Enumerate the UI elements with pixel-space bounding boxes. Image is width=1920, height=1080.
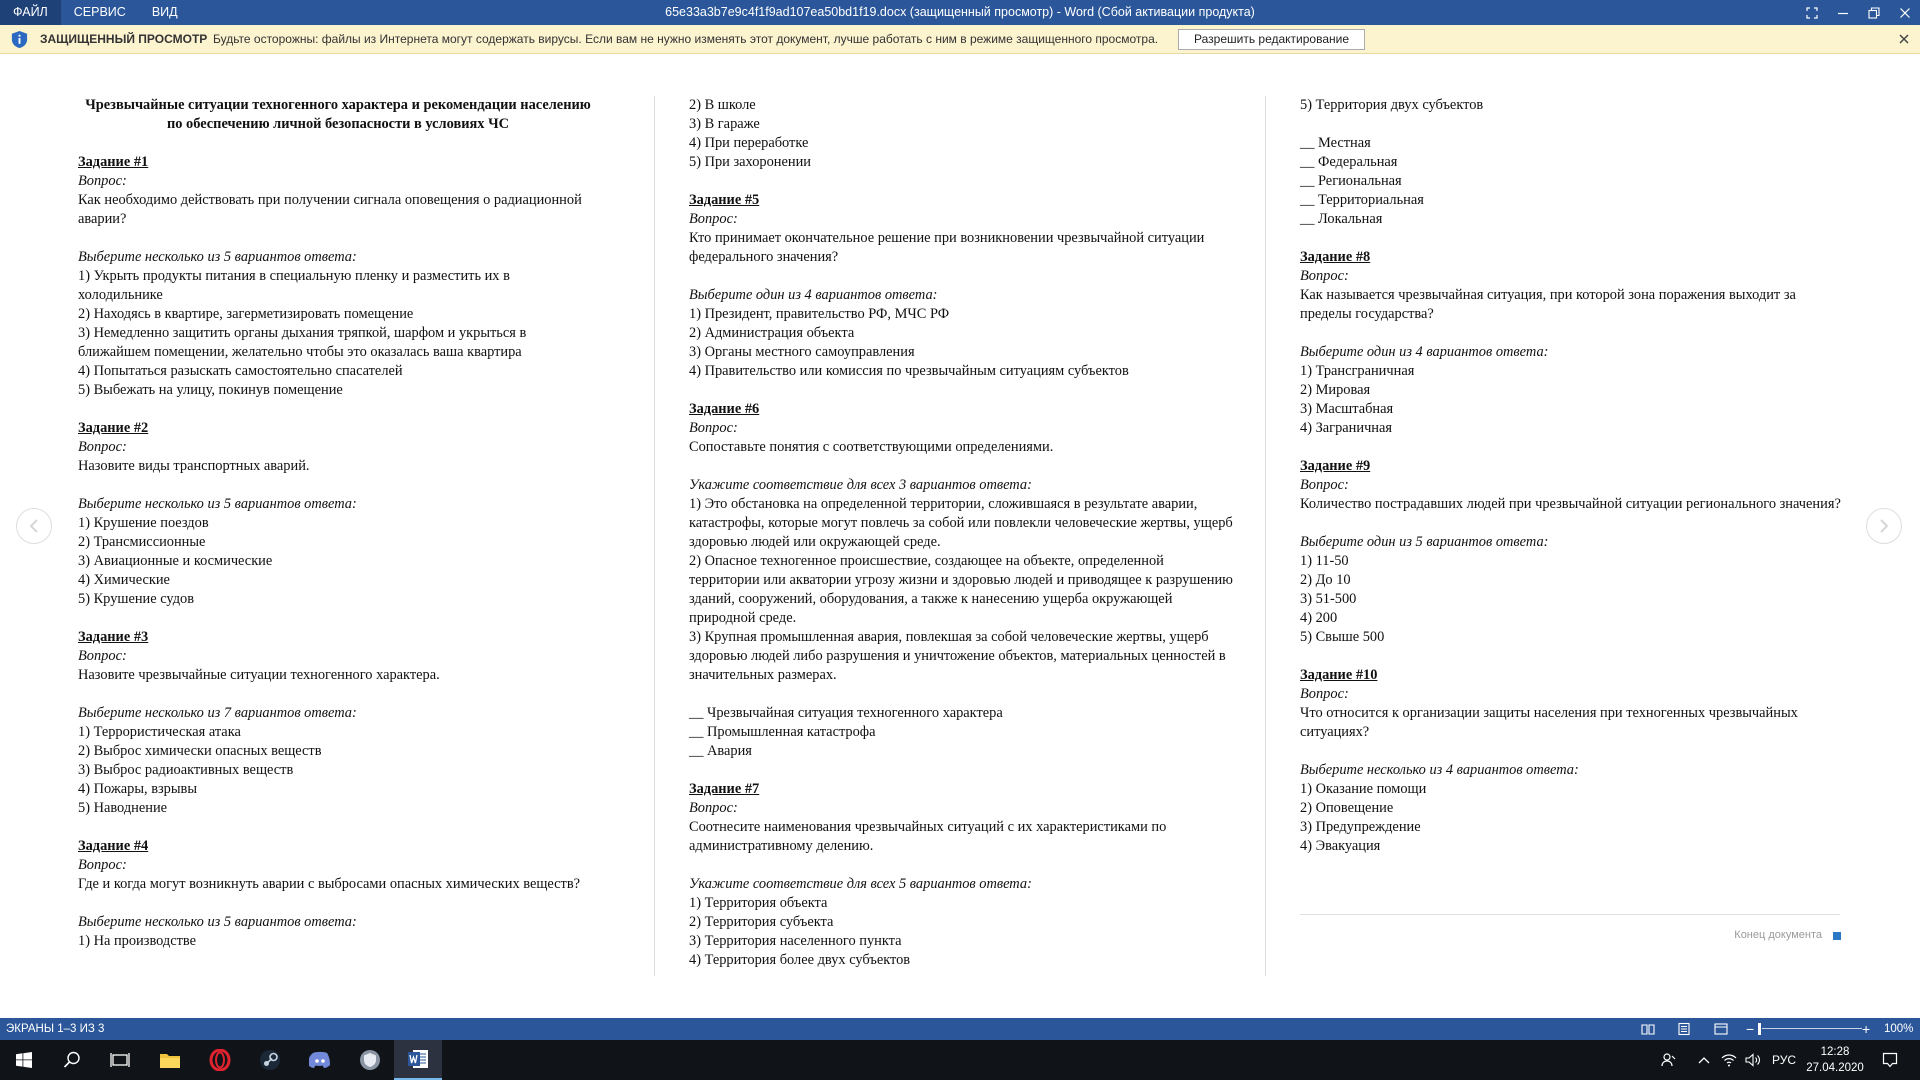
italic-label: Выберите несколько из 4 вариантов ответа: xyxy=(1300,762,1579,778)
paragraph: Назовите чрезвычайные ситуации техногенного характера. xyxy=(78,667,440,683)
protected-view-title: ЗАЩИЩЕННЫЙ ПРОСМОТР xyxy=(40,32,208,46)
search-button[interactable] xyxy=(48,1040,96,1080)
italic-label: Выберите несколько из 5 вариантов ответа: xyxy=(78,914,357,930)
document-title: Чрезвычайные ситуации техногенного характера и рекомендации населению по обеспечению личной безопасности в условиях ЧС xyxy=(85,97,591,132)
close-icon xyxy=(1899,7,1911,19)
italic-label: Выберите один из 4 вариантов ответа: xyxy=(689,287,938,303)
italic-label: Вопрос: xyxy=(78,648,127,664)
empty-paragraph xyxy=(78,476,598,495)
empty-paragraph xyxy=(689,267,1237,286)
web-layout-icon[interactable] xyxy=(1714,1022,1728,1036)
pinned-app-button[interactable] xyxy=(346,1040,394,1080)
paragraph: Назовите виды транспортных аварий. xyxy=(78,458,310,474)
close-window-button[interactable] xyxy=(1889,0,1920,25)
word-taskbar-button[interactable] xyxy=(394,1040,442,1080)
end-of-document-label: Конец документа xyxy=(1734,929,1822,941)
steam-button[interactable] xyxy=(246,1040,294,1080)
paragraph: Кто принимает окончательное решение при возникновении чрезвычайной ситуации федерального значения? xyxy=(689,230,1205,265)
empty-paragraph xyxy=(78,229,598,248)
restore-icon xyxy=(1868,7,1880,19)
paragraph: 4) Заграничная xyxy=(1300,420,1393,436)
paragraph: __ Авария xyxy=(689,743,752,759)
italic-label: Выберите несколько из 7 вариантов ответа: xyxy=(78,705,357,721)
empty-paragraph xyxy=(78,818,598,837)
paragraph: 1) Это обстановка на определенной территории, сложившаяся в результате аварии, катастрофы, которые могут повлечь за собой или повлекли человеческие жертвы, ущерб здоровью людей или окружающей среде. xyxy=(689,496,1233,550)
task-view-button[interactable] xyxy=(96,1040,144,1080)
print-layout-icon[interactable] xyxy=(1677,1022,1691,1036)
wifi-icon xyxy=(1721,1053,1737,1067)
paragraph: 3) Выброс радиоактивных веществ xyxy=(78,762,294,778)
protected-view-message: Будьте осторожны: файлы из Интернета могут содержать вирусы. Если вам не нужно изменять этот документ, лучше работать с ним в режиме защищенного просмотра. xyxy=(213,32,1159,46)
chevron-up-icon xyxy=(1698,1056,1710,1064)
restore-button[interactable] xyxy=(1858,0,1889,25)
people-button[interactable] xyxy=(1657,1040,1681,1080)
task-view-icon xyxy=(110,1052,130,1068)
italic-label: Вопрос: xyxy=(78,439,127,455)
clock[interactable] xyxy=(1800,1044,1870,1076)
empty-paragraph xyxy=(1300,742,1845,761)
paragraph: 1) Террористическая атака xyxy=(78,724,241,740)
paragraph: 1) Трансграничная xyxy=(1300,363,1415,379)
empty-paragraph xyxy=(689,172,1237,191)
opera-button[interactable] xyxy=(196,1040,244,1080)
document-column-2 xyxy=(689,96,1237,970)
empty-paragraph xyxy=(78,894,598,913)
paragraph: Соотнесите наименования чрезвычайных ситуаций с их характеристиками по административному делению. xyxy=(689,819,1167,854)
empty-paragraph xyxy=(78,134,598,153)
paragraph: __ Промышленная катастрофа xyxy=(689,724,876,740)
paragraph: 4) При переработке xyxy=(689,135,809,151)
paragraph: 5) Территория двух субъектов xyxy=(1300,97,1484,113)
paragraph: __ Локальная xyxy=(1300,211,1383,227)
italic-label: Вопрос: xyxy=(689,211,738,227)
paragraph: __ Местная xyxy=(1300,135,1371,151)
paragraph: 3) В гараже xyxy=(689,116,760,132)
paragraph: 1) Территория объекта xyxy=(689,895,828,911)
paragraph: 5) Выбежать на улицу, покинув помещение xyxy=(78,382,343,398)
empty-paragraph xyxy=(78,400,598,419)
empty-paragraph xyxy=(689,761,1237,780)
empty-paragraph xyxy=(78,609,598,628)
paragraph: 2) Оповещение xyxy=(1300,800,1394,816)
shield-info-icon xyxy=(10,30,29,49)
document-column-3 xyxy=(1300,96,1845,856)
steam-icon xyxy=(259,1049,281,1071)
paragraph: __ Территориальная xyxy=(1300,192,1424,208)
paragraph: 4) 200 xyxy=(1300,610,1338,626)
menu-tabs xyxy=(0,0,191,25)
paragraph: 4) Попытаться разыскать самостоятельно спасателей xyxy=(78,363,403,379)
next-screen-button[interactable] xyxy=(1866,508,1902,544)
empty-paragraph xyxy=(689,381,1237,400)
task-heading: Задание #7 xyxy=(689,781,760,797)
paragraph: __ Чрезвычайная ситуация техногенного характера xyxy=(689,705,1003,721)
task-heading: Задание #10 xyxy=(1300,667,1378,683)
zoom-in-button[interactable]: + xyxy=(1862,1021,1871,1037)
previous-screen-button[interactable] xyxy=(16,508,52,544)
file-explorer-button[interactable] xyxy=(146,1040,194,1080)
paragraph: Где и когда могут возникнуть аварии с выбросами опасных химических веществ? xyxy=(78,876,581,892)
chevron-right-icon xyxy=(1879,519,1889,533)
paragraph: __ Региональная xyxy=(1300,173,1402,189)
window-title: 65e33a3b7e9c4f1f9ad107ea50bd1f19.docx (защищенный просмотр) - Word (Сбой активации продукта) xyxy=(665,5,1255,19)
paragraph: 4) Пожары, взрывы xyxy=(78,781,198,797)
empty-paragraph xyxy=(1300,647,1845,666)
document-area xyxy=(0,54,1920,1018)
paragraph: 4) Эвакуация xyxy=(1300,838,1381,854)
paragraph: 1) Укрыть продукты питания в специальную пленку и разместить их в холодильнике xyxy=(78,268,510,303)
empty-paragraph xyxy=(1300,514,1845,533)
network-button[interactable] xyxy=(1718,1040,1740,1080)
italic-label: Выберите несколько из 5 вариантов ответа: xyxy=(78,249,357,265)
chevron-left-icon xyxy=(29,519,39,533)
italic-label: Вопрос: xyxy=(78,173,127,189)
paragraph: Количество пострадавших людей при чрезвычайной ситуации регионального значения? xyxy=(1300,496,1841,512)
windows-taskbar xyxy=(0,1040,1920,1080)
paragraph: 3) Органы местного самоуправления xyxy=(689,344,915,360)
folder-icon xyxy=(159,1051,181,1069)
volume-button[interactable] xyxy=(1742,1040,1764,1080)
paragraph: Как необходимо действовать при получении сигнала оповещения о радиационной аварии? xyxy=(78,192,582,227)
notification-icon xyxy=(1882,1052,1898,1068)
paragraph: 2) Выброс химически опасных веществ xyxy=(78,743,322,759)
end-of-document-marker xyxy=(1833,932,1841,940)
column-divider xyxy=(1265,96,1266,976)
task-heading: Задание #4 xyxy=(78,838,149,854)
task-heading: Задание #1 xyxy=(78,154,149,170)
end-of-document-line xyxy=(1300,914,1840,915)
action-center-button[interactable] xyxy=(1872,1040,1908,1080)
discord-button[interactable] xyxy=(296,1040,344,1080)
empty-paragraph xyxy=(1300,229,1845,248)
protected-view-bar xyxy=(0,25,1920,54)
enable-editing-button[interactable]: Разрешить редактирование xyxy=(1178,29,1365,50)
paragraph: 5) Свыше 500 xyxy=(1300,629,1385,645)
empty-paragraph xyxy=(1300,324,1845,343)
italic-label: Вопрос: xyxy=(689,420,738,436)
paragraph: 4) Химические xyxy=(78,572,170,588)
paragraph: 5) Наводнение xyxy=(78,800,168,816)
tab-view[interactable]: ВИД xyxy=(151,5,178,19)
paragraph: 5) При захоронении xyxy=(689,154,811,170)
zoom-out-button[interactable]: − xyxy=(1746,1021,1755,1037)
paragraph: 2) Мировая xyxy=(1300,382,1371,398)
start-button[interactable] xyxy=(0,1040,48,1080)
paragraph: 2) Опасное техногенное происшествие, создающее на объекте, определенной территории или акватории угрозу жизни и здоровью людей и приводящее к разрушению зданий, сооружений, оборудования, а также к нанесению ущерба окружающей природной среде. xyxy=(689,553,1233,626)
paragraph: 3) Авиационные и космические xyxy=(78,553,273,569)
task-heading: Задание #9 xyxy=(1300,458,1371,474)
paragraph: 1) Крушение поездов xyxy=(78,515,209,531)
fullscreen-button[interactable] xyxy=(1796,0,1827,25)
paragraph: 3) Немедленно защитить органы дыхания тряпкой, шарфом и укрыться в ближайшем помещении, желательно чтобы это оказалась ваша квартира xyxy=(78,325,527,360)
minimize-button[interactable] xyxy=(1827,0,1858,25)
paragraph: 2) Администрация объекта xyxy=(689,325,855,341)
zoom-slider-thumb[interactable] xyxy=(1758,1023,1761,1035)
paragraph: Что относится к организации защиты населения при техногенных чрезвычайных ситуациях? xyxy=(1300,705,1798,740)
empty-paragraph xyxy=(689,457,1237,476)
minimize-icon xyxy=(1837,7,1849,19)
show-hidden-icons-button[interactable] xyxy=(1694,1040,1714,1080)
status-bar xyxy=(0,1018,1920,1040)
zoom-slider[interactable] xyxy=(1762,1028,1862,1029)
paragraph: 3) Крупная промышленная авария, повлекшая за собой человеческие жертвы, ущерб здоровью людей либо разрушения и уничтожение объектов, материальных ценностей в значительных размерах. xyxy=(689,629,1226,683)
paragraph: 1) 11-50 xyxy=(1300,553,1349,569)
italic-label: Укажите соответствие для всех 5 вариантов ответа: xyxy=(689,876,1032,892)
windows-logo-icon xyxy=(16,1052,32,1068)
page-counter: ЭКРАНЫ 1–3 ИЗ 3 xyxy=(6,1023,105,1035)
title-bar xyxy=(0,0,1920,25)
paragraph: 3) Предупреждение xyxy=(1300,819,1421,835)
paragraph: 2) До 10 xyxy=(1300,572,1351,588)
clock-time: 12:28 xyxy=(1820,1046,1850,1058)
empty-paragraph xyxy=(78,685,598,704)
paragraph: 2) Территория субъекта xyxy=(689,914,834,930)
task-heading: Задание #2 xyxy=(78,420,149,436)
italic-label: Укажите соответствие для всех 3 вариантов ответа: xyxy=(689,477,1032,493)
clock-date: 27.04.2020 xyxy=(1806,1062,1864,1074)
italic-label: Вопрос: xyxy=(1300,268,1349,284)
italic-label: Выберите несколько из 5 вариантов ответа: xyxy=(78,496,357,512)
paragraph: 2) В школе xyxy=(689,97,756,113)
paragraph: 3) Территория населенного пункта xyxy=(689,933,902,949)
italic-label: Выберите один из 4 вариантов ответа: xyxy=(1300,344,1549,360)
tab-file[interactable]: ФАЙЛ xyxy=(0,0,61,25)
input-language[interactable]: РУС xyxy=(1771,1053,1797,1067)
window-controls xyxy=(1796,0,1920,25)
paragraph: 1) На производстве xyxy=(78,933,197,949)
paragraph: 1) Президент, правительство РФ, МЧС РФ xyxy=(689,306,950,322)
task-heading: Задание #8 xyxy=(1300,249,1371,265)
paragraph: 2) Трансмиссионные xyxy=(78,534,206,550)
search-icon xyxy=(63,1051,81,1069)
paragraph: Сопоставьте понятия с соответствующими определениями. xyxy=(689,439,1054,455)
discord-icon xyxy=(309,1051,331,1069)
task-heading: Задание #3 xyxy=(78,629,149,645)
paragraph: 4) Территория более двух субъектов xyxy=(689,952,911,968)
paragraph: 3) Масштабная xyxy=(1300,401,1394,417)
paragraph: 3) 51-500 xyxy=(1300,591,1357,607)
paragraph: 1) Оказание помощи xyxy=(1300,781,1427,797)
italic-label: Вопрос: xyxy=(1300,477,1349,493)
word-icon xyxy=(407,1048,429,1070)
read-mode-icon[interactable] xyxy=(1641,1022,1655,1036)
shield-app-icon xyxy=(359,1049,381,1071)
paragraph: 5) Крушение судов xyxy=(78,591,195,607)
people-icon xyxy=(1661,1052,1677,1068)
empty-paragraph xyxy=(689,856,1237,875)
zoom-level[interactable]: 100% xyxy=(1884,1023,1914,1035)
column-divider xyxy=(654,96,655,976)
document-column-1 xyxy=(78,96,598,951)
paragraph: 2) Находясь в квартире, загерметизировать помещение xyxy=(78,306,414,322)
italic-label: Вопрос: xyxy=(1300,686,1349,702)
task-heading: Задание #5 xyxy=(689,192,760,208)
paragraph: Как называется чрезвычайная ситуация, при которой зона поражения выходит за пределы государства? xyxy=(1300,287,1796,322)
paragraph: 4) Правительство или комиссия по чрезвычайным ситуациям субъектов xyxy=(689,363,1129,379)
fullscreen-icon xyxy=(1806,7,1818,19)
empty-paragraph xyxy=(689,685,1237,704)
speaker-icon xyxy=(1745,1053,1761,1067)
italic-label: Вопрос: xyxy=(78,857,127,873)
italic-label: Выберите один из 5 вариантов ответа: xyxy=(1300,534,1549,550)
tab-tools[interactable]: СЕРВИС xyxy=(73,5,126,19)
italic-label: Вопрос: xyxy=(689,800,738,816)
paragraph: __ Федеральная xyxy=(1300,154,1398,170)
close-bar-icon[interactable] xyxy=(1896,31,1912,47)
task-heading: Задание #6 xyxy=(689,401,760,417)
empty-paragraph xyxy=(1300,115,1845,134)
opera-icon xyxy=(209,1049,231,1071)
empty-paragraph xyxy=(1300,438,1845,457)
